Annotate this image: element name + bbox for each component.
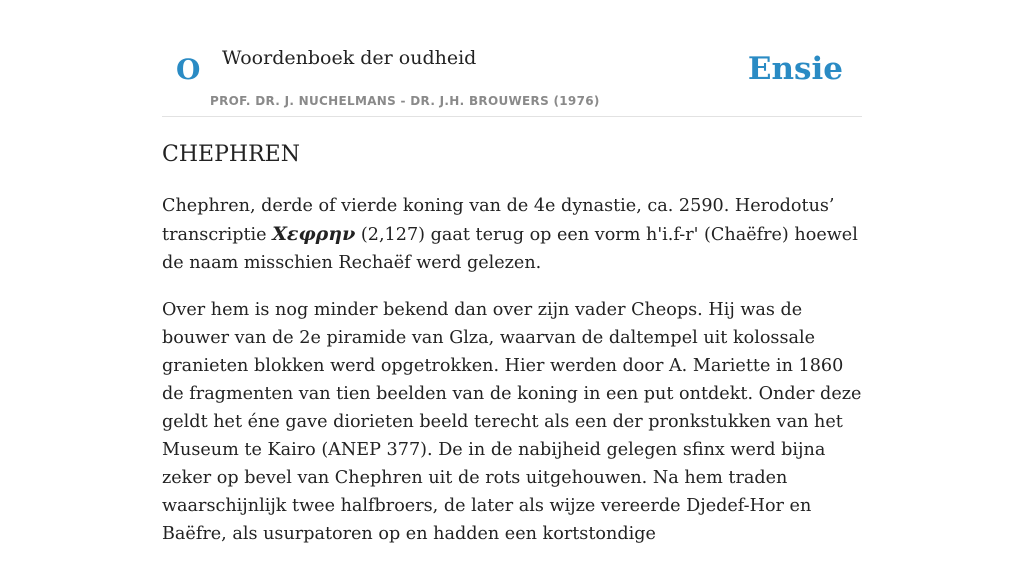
entry-title: CHEPHREN	[162, 142, 300, 167]
entry-paragraph	[162, 192, 870, 277]
book-authors: PROF. DR. J. NUCHELMANS - DR. J.H. BROUWERS (1976)	[210, 94, 600, 108]
entry-paragraph: Over hem is nog minder bekend dan over zijn vader Cheops. Hij was de bouwer van de 2e piramide van Glza, waarvan de daltempel uit kolossale granieten blokken werd opgetrokken. Hier werden door A. Mariette in 1860 de fragmenten van tien beelden van de koning in een put ontdekt. Onder deze geldt het éne gave diorieten beeld terecht als een der pronkstukken van het Museum te Kairo (ANEP 377). De in de nabijheid gelegen sfinx werd bijna zeker op bevel van Chephren uit de rots uitgehouwen. Na hem traden waarschijnlijk twee halfbroers, de later als wijze vereerde Djedef-Hor en Baëfre, als usurpatoren op en hadden een kortstondige	[162, 300, 862, 544]
letter-index-link[interactable]: O	[176, 53, 201, 86]
greek-transcription: Χεφρην	[272, 223, 356, 245]
paragraph-text: Chephren, derde of vierde koning van de 4e dynastie, ca. 2590. Herodotus’ transcriptie	[162, 196, 835, 245]
entry-content	[162, 192, 870, 567]
paragraph-text: (2,127) gaat terug op een vorm h'i.f-r' (Chaëfre) hoewel de naam misschien Rechaëf werd gelezen.	[162, 225, 858, 273]
brand-logo-link[interactable]: Ensie	[747, 51, 843, 87]
book-title-link[interactable]: Woordenboek der oudheid	[222, 47, 477, 69]
book-header	[162, 0, 862, 117]
